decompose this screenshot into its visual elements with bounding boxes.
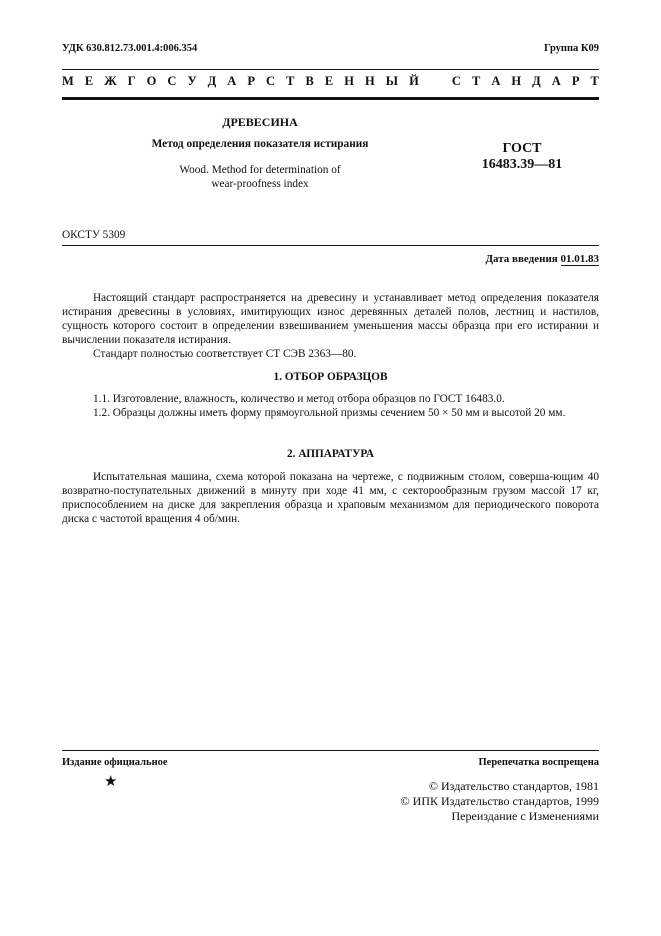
banner-letter: М: [62, 74, 74, 88]
banner-letter: Е: [84, 74, 94, 88]
banner-letter: С: [451, 74, 461, 88]
section-1-heading: 1. ОТБОР ОБРАЗЦОВ: [273, 371, 388, 383]
top-rule: [62, 69, 599, 70]
okstu-rule: [62, 245, 599, 246]
reissue-note: Переиздание с Изменениями: [451, 809, 599, 823]
document-title: ДРЕВЕСИНА: [222, 115, 298, 129]
gost-number: 16483.39—81: [481, 157, 563, 172]
banner-letter: Р: [247, 74, 255, 88]
english-title-line-2: wear-proofness index: [211, 178, 309, 190]
banner-letter: Д: [207, 74, 217, 88]
udk-code: УДК 630.812.73.001.4:006.354: [62, 43, 198, 54]
banner-letter: А: [551, 74, 561, 88]
banner-letter: А: [491, 74, 501, 88]
banner-letter: Ы: [385, 74, 399, 88]
banner-letter: Г: [127, 74, 136, 88]
banner-letter: Ж: [104, 74, 117, 88]
banner-letter: Н: [511, 74, 522, 88]
section-1-body: [62, 392, 599, 420]
english-title-line-1: Wood. Method for determination of: [179, 164, 341, 176]
intro-paragraph: Настоящий стандарт распространяется на древесину и устанавливает метод определения показателя истирания древесины в условиях, имитирующих износ деревянных деталей полов, лестниц и настилов, сущность которого состоит в определении взвешиванием уменьшения массы образца при его истирании и вычислении показателя истирания.: [62, 292, 599, 346]
interstate-standard-banner: [62, 74, 599, 89]
intro-date: [485, 253, 599, 265]
intro-compliance: Стандарт полностью соответствует СТ СЭВ 2363—80.: [93, 348, 357, 360]
banner-letter: С: [266, 74, 276, 88]
banner-letter: Т: [590, 74, 599, 88]
clause-1-1: 1.1. Изготовление, влажность, количество и метод отбора образцов по ГОСТ 16483.0.: [93, 393, 505, 405]
copyright-1999: © ИПК Издательство стандартов, 1999: [400, 794, 599, 808]
banner-letter: Н: [364, 74, 375, 88]
banner-letter: А: [227, 74, 237, 88]
okstu-code: ОКСТУ 5309: [62, 229, 126, 241]
banner-letter: Т: [471, 74, 481, 88]
banner-letter: Е: [324, 74, 334, 88]
banner-letter: Р: [571, 74, 580, 88]
group-code: Группа К09: [543, 43, 599, 54]
clause-1-2: 1.2. Образцы должны иметь форму прямоугольной призмы сечением 50 × 50 мм и высотой 20 мм.: [93, 407, 566, 419]
banner-letter: Н: [344, 74, 354, 88]
banner-letter: О: [146, 74, 157, 88]
intro-date-label: Дата введения: [485, 253, 558, 265]
gost-label: ГОСТ: [502, 141, 542, 156]
banner-rule: [62, 97, 599, 100]
section-2-heading: 2. АППАРАТУРА: [287, 448, 374, 460]
footer-rule: [62, 750, 599, 751]
star-icon: ★: [104, 774, 118, 790]
apparatus-description: Испытательная машина, схема которой показана на чертеже, с подвижным столом, соверша-ющим 40 возвратно-поступательных движений в минуту при ходе 41 мм, с секторообразным грузом массой 17 кг, приспособлением на диске для закрепления образца и храповым механизмом для периодического поворота диска с частотой вращения 4 об/мин.: [62, 471, 599, 525]
official-edition: Издание официальное: [62, 757, 168, 768]
banner-letter: С: [167, 74, 177, 88]
copyright-1981: © Издательство стандартов, 1981: [428, 779, 599, 793]
reprint-prohibited: Перепечатка воспрещена: [478, 757, 599, 768]
banner-letter: Д: [532, 74, 541, 88]
section-2-body: [62, 470, 599, 526]
banner-letter: Т: [286, 74, 295, 88]
banner-letter: Й: [409, 74, 419, 88]
document-subtitle: Метод определения показателя истирания: [151, 138, 369, 150]
intro-date-value: 01.01.83: [560, 253, 599, 265]
banner-letter: У: [187, 74, 197, 88]
banner-letter: В: [305, 74, 314, 88]
intro-text: [62, 291, 599, 361]
